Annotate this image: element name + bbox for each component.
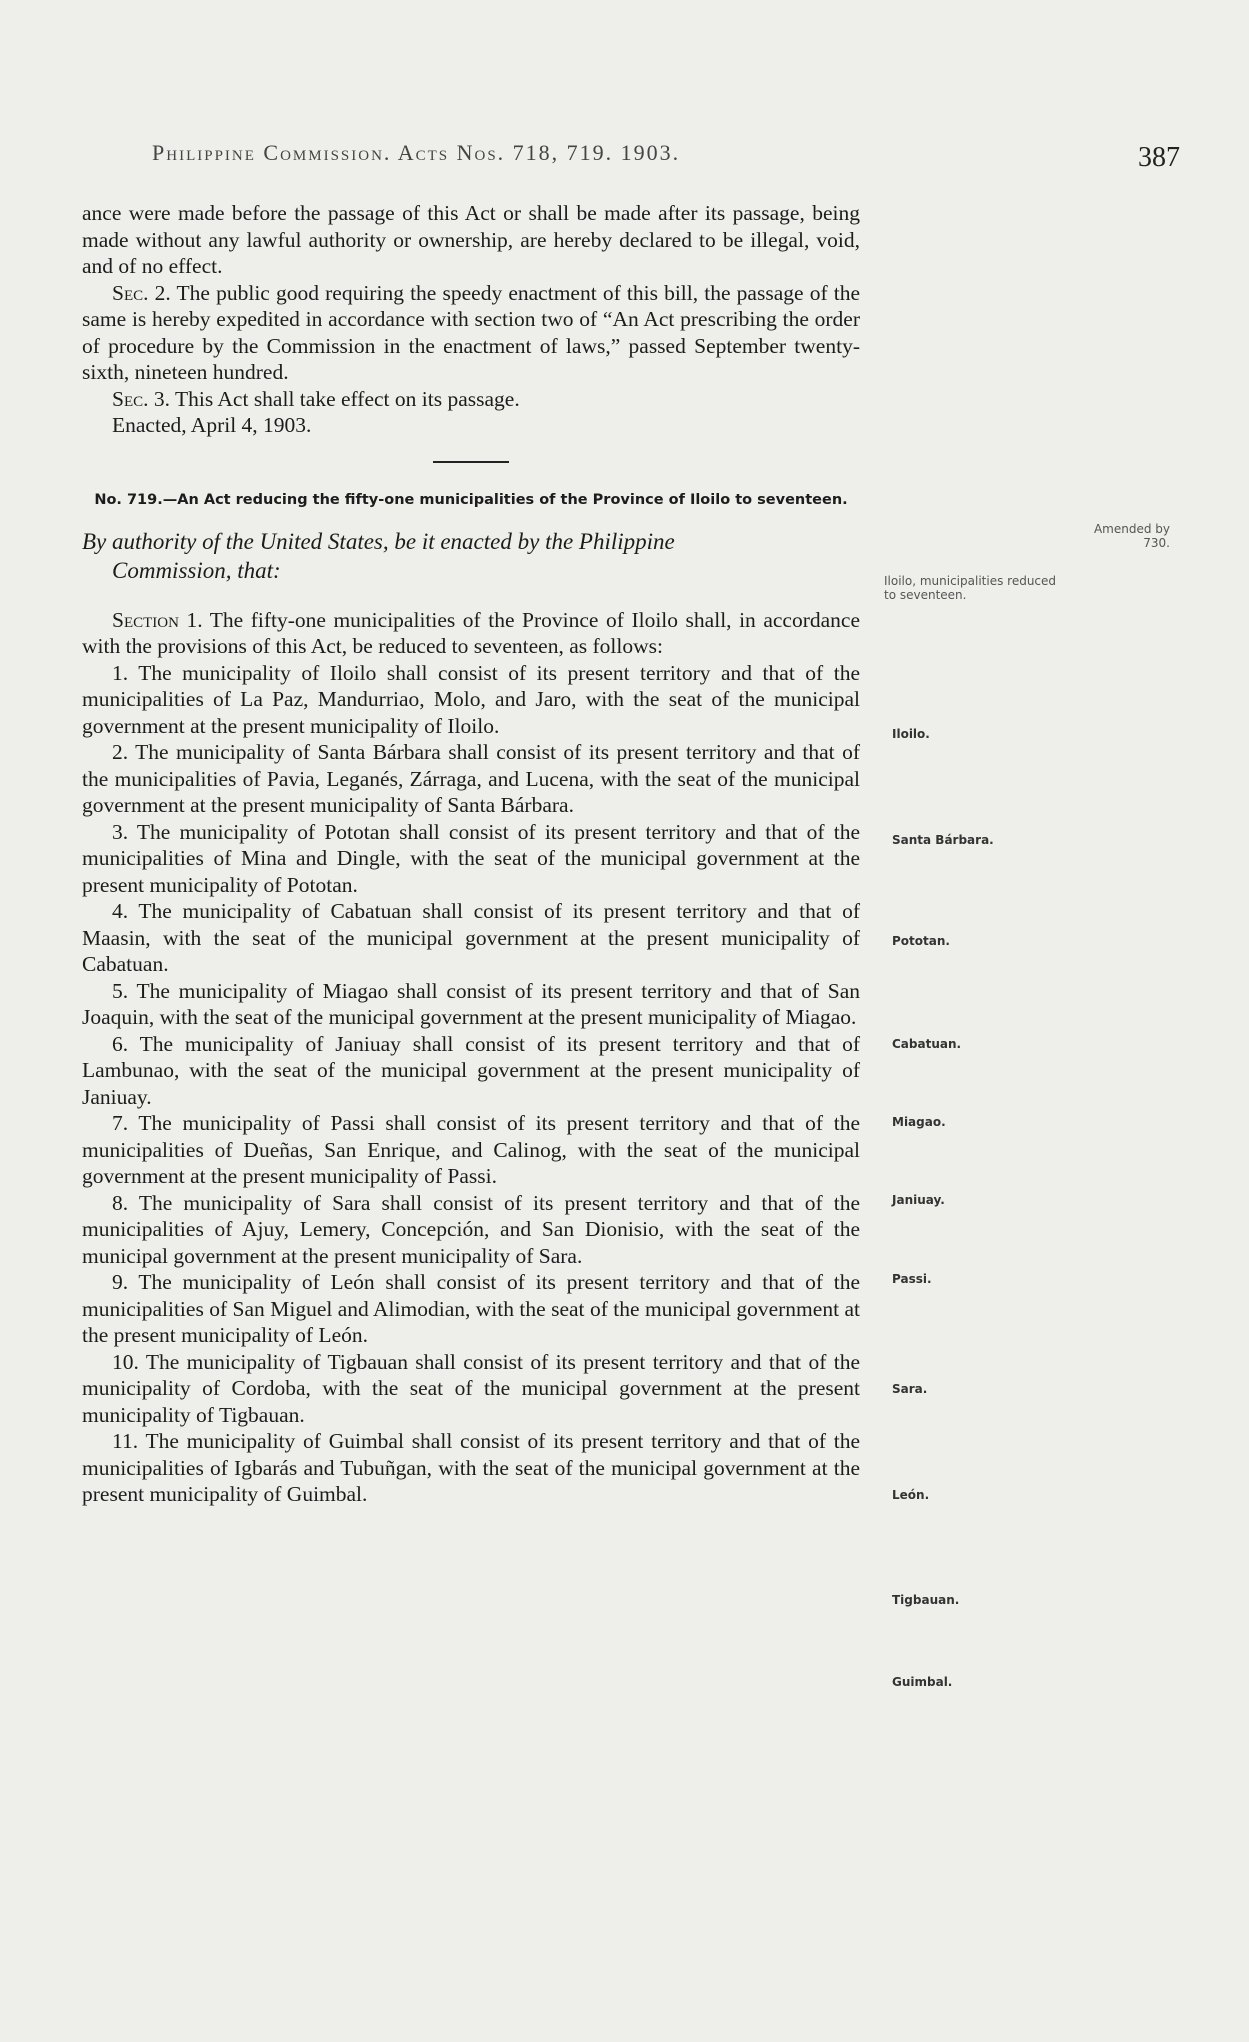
margin-note: León. [892, 1488, 930, 1502]
list-item: 3. The municipality of Pototan shall consist of its present territory and that of the municipalities of Mina and Dingle, with the seat of the municipal government at the present municipality of Pototan. [82, 819, 860, 897]
act-title-text: —An Act reducing the fifty-one municipalities of the Province of Iloilo to seventeen. [162, 491, 848, 508]
margin-note: Sara. [892, 1382, 928, 1396]
margin-note: Iloilo. [892, 727, 930, 741]
list-item: 7. The municipality of Passi shall consist of its present territory and that of the municipalities of Dueñas, San Enrique, and Calinog, with the seat of the municipal government at the present municipality of Passi. [82, 1111, 860, 1188]
margin-note: Passi. [892, 1272, 932, 1286]
list-item: 1. The municipality of Iloilo shall consist of its present territory and that of the municipalities of La Paz, Mandurriao, Molo, and Jaro, with the seat of the municipal government at the present municipality of Iloilo. [82, 660, 860, 738]
list-item: 11. The municipality of Guimbal shall consist of its present territory and that of the municipalities of Igbarás and Tubuñgan, with the seat of the municipal government at the present municipality of Guimbal. [82, 1429, 860, 1506]
list-item: 9. The municipality of León shall consist of its present territory and that of the municipalities of San Miguel and Alimodian, with the seat of the municipal government at the present municipality of León. [82, 1270, 860, 1347]
enacted-date: Enacted, April 4, 1903. [112, 413, 312, 437]
margin-note-amended: Amended by 730. [1093, 522, 1170, 550]
running-head: Philippine Commission. Acts Nos. 718, 719. 1903. [152, 140, 681, 165]
margin-note: Guimbal. [892, 1675, 953, 1689]
act-title [82, 491, 860, 509]
margin-note: Janiuay. [892, 1193, 945, 1207]
margin-note: Santa Bárbara. [892, 833, 994, 847]
page-header [140, 140, 1180, 180]
margin-note: Miagao. [892, 1115, 946, 1129]
act-number: No. 719. [94, 491, 163, 508]
body-text [82, 200, 860, 1508]
list-item: 8. The municipality of Sara shall consist of its present territory and that of the municipalities of Ajuy, Lemery, Concepción, and San Dionisio, with the seat of the municipal government at the present municipality of Sara. [82, 1190, 860, 1268]
margin-note: Tigbauan. [892, 1593, 960, 1607]
list-item: 5. The municipality of Miagao shall consist of its present territory and that of San Joaquin, with the seat of the municipal government at the present municipality of Miagao. [82, 978, 860, 1029]
margin-note-iloilo-reduced: Iloilo, municipalities reduced to seventeen. [884, 574, 1057, 602]
section-2-text: The public good requiring the speedy enactment of this bill, the passage of the same is hereby expedited in accordance with section two of “An Act prescribing the order of procedure by the Commission in the enactment of laws,” passed September twenty-sixth, nineteen hundred. [82, 280, 861, 384]
list-item: 6. The municipality of Janiuay shall consist of its present territory and that of Lambunao, with the seat of the municipal government at the present municipality of Janiuay. [82, 1031, 860, 1109]
list-item: 4. The municipality of Cabatuan shall consist of its present territory and that of Maasin, with the seat of the municipal government at the present municipality of Cabatuan. [82, 899, 860, 976]
section-1-paragraph [82, 607, 860, 660]
section-1-text: The fifty-one municipalities of the Province of Iloilo shall, in accordance with the provisions of this Act, be reduced to seventeen, as follows: [82, 607, 860, 658]
section-1-label: Section 1. [112, 607, 203, 632]
section-3-text: This Act shall take effect on its passage. [170, 386, 520, 411]
list-item: 10. The municipality of Tigbauan shall consist of its present territory and that of the municipality of Cordoba, with the seat of the municipal government at the present municipality of Tigbauan. [82, 1349, 860, 1427]
enacting-line-2: Commission, that: [112, 557, 281, 583]
enacting-line-1: By authority of the United States, be it enacted by the Philippine [82, 528, 675, 554]
section-divider [433, 461, 509, 463]
enacting-clause [82, 527, 860, 585]
list-item: 2. The municipality of Santa Bárbara shall consist of its present territory and that of the municipalities of Pavia, Leganés, Zárraga, and Lucena, with the seat of the municipal government at the present municipality of Santa Bárbara. [82, 740, 860, 817]
margin-note: Cabatuan. [892, 1037, 962, 1051]
page-number: 387 [1138, 142, 1180, 173]
section-3-label: Sec. 3. [112, 386, 170, 411]
section-3-paragraph [82, 386, 860, 413]
margin-note: Pototan. [892, 934, 950, 948]
section-2-paragraph [82, 280, 860, 386]
section-2-label: Sec. 2. [112, 280, 171, 305]
continuation-paragraph: ance were made before the passage of this Act or shall be made after its passage, being made without any lawful authority or ownership, are hereby declared to be illegal, void, and of no effect. [82, 201, 860, 278]
